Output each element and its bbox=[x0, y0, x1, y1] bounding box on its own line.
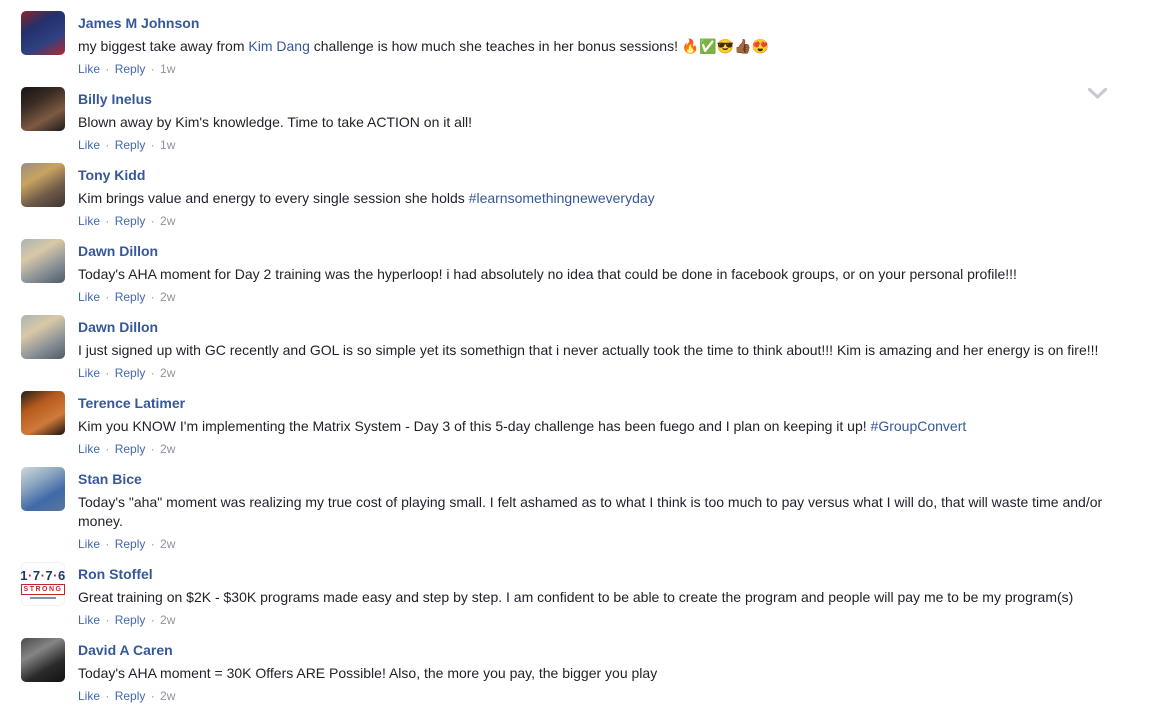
comment-text-segment: Blown away by Kim's knowledge. Time to take ACTION on it all! bbox=[78, 114, 473, 130]
comment bbox=[21, 391, 1104, 457]
comment-text-segment: my biggest take away from bbox=[78, 38, 249, 54]
timestamp: 2w bbox=[160, 689, 176, 703]
avatar-logo-text: 1·7·7·6 bbox=[20, 568, 66, 583]
comment-text bbox=[78, 189, 655, 208]
comment-body bbox=[78, 467, 1104, 552]
comment-text bbox=[78, 113, 472, 132]
like-button[interactable]: Like bbox=[78, 442, 101, 456]
meta-separator: · bbox=[147, 214, 159, 228]
meta-separator: · bbox=[102, 366, 113, 380]
mention-link[interactable]: Kim Dang bbox=[248, 38, 310, 54]
comment-text-segment: Today's AHA moment = 30K Offers ARE Possible! Also, the more you pay, the bigger you play bbox=[78, 665, 658, 681]
avatar[interactable] bbox=[21, 638, 65, 682]
reply-button[interactable]: Reply bbox=[114, 62, 146, 76]
timestamp: 2w bbox=[160, 366, 176, 380]
comment-text-segment: Today's "aha" moment was realizing my true cost of playing small. I felt ashamed as to what I think is too much to pay versus what I will do, that will waste time and/or money. bbox=[78, 494, 1103, 529]
reply-button[interactable]: Reply bbox=[114, 689, 146, 703]
timestamp: 2w bbox=[160, 442, 176, 456]
avatar[interactable] bbox=[21, 562, 65, 606]
meta-separator: · bbox=[102, 290, 113, 304]
avatar[interactable] bbox=[21, 315, 65, 359]
comment bbox=[21, 239, 1104, 305]
like-button[interactable]: Like bbox=[78, 214, 101, 228]
avatar[interactable] bbox=[21, 163, 65, 207]
timestamp: 2w bbox=[160, 290, 176, 304]
like-button[interactable]: Like bbox=[78, 537, 101, 551]
comment-text bbox=[78, 417, 966, 436]
author-link[interactable]: Tony Kidd bbox=[78, 167, 146, 183]
author-link[interactable]: Dawn Dillon bbox=[78, 319, 159, 335]
like-button[interactable]: Like bbox=[78, 689, 101, 703]
reply-button[interactable]: Reply bbox=[114, 138, 146, 152]
comment-meta bbox=[78, 61, 769, 77]
meta-separator: · bbox=[102, 613, 113, 627]
comment-meta bbox=[78, 137, 472, 153]
comment bbox=[21, 638, 1104, 704]
comment-meta bbox=[78, 365, 1098, 381]
hashtag-link[interactable]: #GroupConvert bbox=[870, 418, 967, 434]
author-link[interactable]: Ron Stoffel bbox=[78, 566, 153, 582]
meta-separator: · bbox=[102, 138, 113, 152]
author-link[interactable]: Stan Bice bbox=[78, 471, 142, 487]
avatar[interactable] bbox=[21, 87, 65, 131]
comment-body bbox=[78, 11, 769, 77]
comment-body bbox=[78, 562, 1073, 628]
comment-meta bbox=[78, 289, 1017, 305]
comment bbox=[21, 87, 1104, 153]
hashtag-link[interactable]: #learnsomethingneweveryday bbox=[468, 190, 655, 206]
comment-text bbox=[78, 493, 1104, 531]
author-link[interactable]: David A Caren bbox=[78, 642, 173, 658]
comment-text-segment: I just signed up with GC recently and GOL is so simple yet its somethign that i never actually took the time to think about!!! Kim is amazing and her energy is on fire!!! bbox=[78, 342, 1099, 358]
chevron-down-icon[interactable] bbox=[1087, 87, 1108, 100]
like-button[interactable]: Like bbox=[78, 366, 101, 380]
comment-text-segment: challenge is how much she teaches in her bonus sessions! 🔥✅😎👍🏾😍 bbox=[309, 38, 770, 54]
comment-text-segment: Kim you KNOW I'm implementing the Matrix System - Day 3 of this 5-day challenge has been fuego and I plan on keeping it up! bbox=[78, 418, 871, 434]
comment-body bbox=[78, 315, 1098, 381]
author-link[interactable]: James M Johnson bbox=[78, 15, 200, 31]
like-button[interactable]: Like bbox=[78, 290, 101, 304]
meta-separator: · bbox=[102, 537, 113, 551]
avatar-logo-badge: STRONG bbox=[21, 584, 66, 595]
author-link[interactable]: Dawn Dillon bbox=[78, 243, 159, 259]
meta-separator: · bbox=[147, 138, 159, 152]
comment bbox=[21, 315, 1104, 381]
comment-body bbox=[78, 638, 657, 704]
meta-separator: · bbox=[147, 613, 159, 627]
meta-separator: · bbox=[102, 62, 113, 76]
comment bbox=[21, 467, 1104, 552]
reply-button[interactable]: Reply bbox=[114, 613, 146, 627]
meta-separator: · bbox=[102, 689, 113, 703]
timestamp: 2w bbox=[160, 214, 176, 228]
meta-separator: · bbox=[147, 366, 159, 380]
comment-text-segment: Great training on $2K - $30K programs made easy and step by step. I am confident to be able to create the program and people will pay me to be my program(s) bbox=[78, 589, 1074, 605]
comment-meta bbox=[78, 688, 657, 704]
timestamp: 1w bbox=[160, 138, 176, 152]
timestamp: 2w bbox=[160, 613, 176, 627]
comment-body bbox=[78, 87, 472, 153]
comment bbox=[21, 562, 1104, 628]
meta-separator: · bbox=[147, 290, 159, 304]
meta-separator: · bbox=[147, 689, 159, 703]
author-link[interactable]: Billy Inelus bbox=[78, 91, 152, 107]
reply-button[interactable]: Reply bbox=[114, 442, 146, 456]
like-button[interactable]: Like bbox=[78, 62, 101, 76]
reply-button[interactable]: Reply bbox=[114, 214, 146, 228]
comment-meta bbox=[78, 213, 655, 229]
reply-button[interactable]: Reply bbox=[114, 537, 146, 551]
avatar[interactable] bbox=[21, 391, 65, 435]
avatar[interactable] bbox=[21, 467, 65, 511]
comment-text-segment: Kim brings value and energy to every single session she holds bbox=[78, 190, 469, 206]
reply-button[interactable]: Reply bbox=[114, 290, 146, 304]
meta-separator: · bbox=[102, 214, 113, 228]
meta-separator: · bbox=[147, 537, 159, 551]
timestamp: 2w bbox=[160, 537, 176, 551]
comment-text bbox=[78, 664, 657, 683]
comment-text bbox=[78, 37, 769, 56]
comment-text bbox=[78, 265, 1017, 284]
reply-button[interactable]: Reply bbox=[114, 366, 146, 380]
avatar-logo-footer bbox=[30, 597, 56, 599]
comment-text bbox=[78, 588, 1073, 607]
author-link[interactable]: Terence Latimer bbox=[78, 395, 186, 411]
comment-meta bbox=[78, 536, 1104, 552]
comment-body bbox=[78, 163, 655, 229]
timestamp: 1w bbox=[160, 62, 176, 76]
comment-meta bbox=[78, 441, 966, 457]
avatar[interactable] bbox=[21, 239, 65, 283]
comment-body bbox=[78, 239, 1017, 305]
avatar[interactable] bbox=[21, 11, 65, 55]
meta-separator: · bbox=[102, 442, 113, 456]
comment bbox=[21, 11, 1104, 77]
meta-separator: · bbox=[147, 442, 159, 456]
like-button[interactable]: Like bbox=[78, 613, 101, 627]
comment bbox=[21, 163, 1104, 229]
comment-text-segment: Today's AHA moment for Day 2 training was the hyperloop! i had absolutely no idea that could be done in facebook groups, or on your personal profile!!! bbox=[78, 266, 1017, 282]
comment-text bbox=[78, 341, 1098, 360]
meta-separator: · bbox=[147, 62, 159, 76]
comment-body bbox=[78, 391, 966, 457]
like-button[interactable]: Like bbox=[78, 138, 101, 152]
comment-meta bbox=[78, 612, 1073, 628]
